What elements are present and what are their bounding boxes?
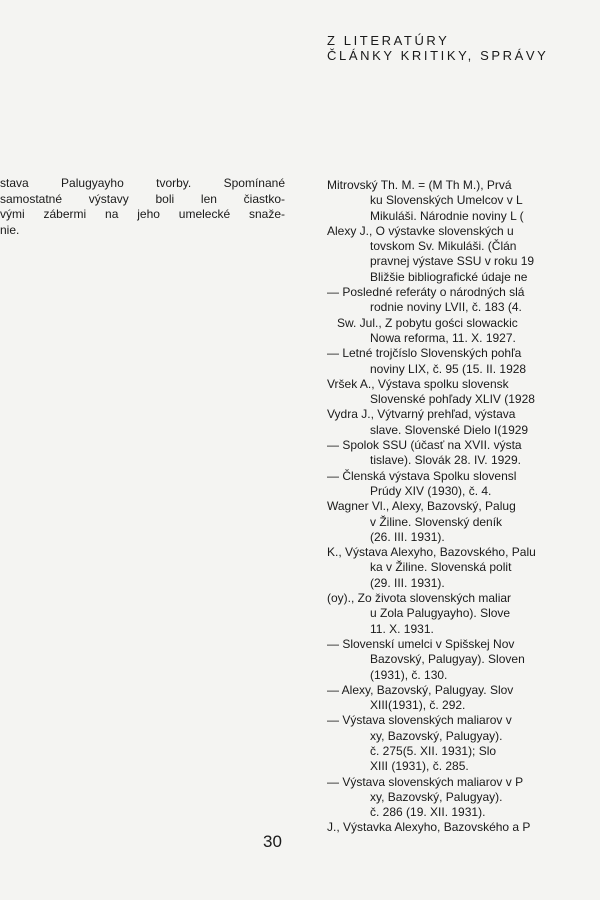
paragraph-line: nie.: [0, 222, 20, 237]
paragraph-line: stava Palugyayho tvorby. Spomínané: [0, 176, 285, 190]
page-number: 30: [263, 832, 282, 851]
bibliography-continuation-line: XIII (1931), č. 285.: [370, 759, 469, 774]
bibliography-entry-line: Mitrovský Th. M. = (M Th M.), Prvá: [327, 178, 512, 192]
bibliography-entry-line: Sw. Jul., Z pobytu gości slowackic: [337, 315, 518, 330]
bibliography-continuation-line: (29. III. 1931).: [370, 575, 445, 590]
bibliography-entry-line: — Výstava slovenských maliarov v: [327, 713, 512, 728]
bibliography-entry-line: — Slovenskí umelci v Spišskej Nov: [327, 636, 515, 651]
header-line-1: Z LITERATÚRY: [327, 33, 450, 48]
bibliography-continuation-line: xy, Bazovský, Palugyay).: [370, 728, 503, 743]
bibliography-continuation-line: ku Slovenských Umelcov v L: [370, 193, 523, 208]
bibliography-continuation-line: č. 286 (19. XII. 1931).: [370, 805, 486, 820]
bibliography-continuation-line: rodnie noviny LVII, č. 183 (4.: [370, 300, 522, 315]
bibliography-entry-line: — Posledné referáty o národných slá: [327, 285, 525, 300]
bibliography-list: [327, 178, 600, 836]
bibliography-entry-line: Alexy J., O výstavke slovenských u: [327, 223, 514, 238]
bibliography-entry-line: — Členská výstava Spolku slovensl: [327, 468, 517, 483]
section-header: [327, 33, 548, 63]
bibliography-entry-line: — Letné trojčíslo Slovenských pohľa: [327, 346, 522, 361]
bibliography-continuation-line: slave. Slovenské Dielo I(1929: [370, 422, 529, 437]
bibliography-entry-line: K., Výstava Alexyho, Bazovského, Palu: [327, 545, 536, 560]
bibliography-continuation-line: ka v Žiline. Slovenská polit: [370, 560, 512, 575]
bibliography-continuation-line: Slovenské pohľady XLIV (1928: [370, 392, 535, 407]
left-column-text: [0, 176, 285, 238]
header-line-2: ČLÁNKY KRITIKY, SPRÁVY: [327, 48, 549, 63]
bibliography-entry-line: Wagner Vl., Alexy, Bazovský, Palug: [327, 499, 516, 514]
bibliography-continuation-line: tovskom Sv. Mikuláši. (Člán: [370, 239, 517, 254]
bibliography-continuation-line: Bližšie bibliografické údaje ne: [370, 269, 528, 284]
paragraph-line: samostatné výstavy boli len čiastko-: [0, 191, 285, 206]
bibliography-entry-line: Vršek A., Výstava spolku slovensk: [327, 376, 509, 391]
bibliography-continuation-line: XIII(1931), č. 292.: [370, 698, 466, 713]
bibliography-entry-line: — Alexy, Bazovský, Palugyay. Slov: [327, 682, 514, 697]
bibliography-entry-line: (oy)., Zo života slovenských maliar: [327, 591, 512, 606]
bibliography-continuation-line: č. 275(5. XII. 1931); Slo: [370, 743, 497, 758]
bibliography-continuation-line: 11. X. 1931.: [370, 621, 434, 636]
bibliography-continuation-line: tislave). Slovák 28. IV. 1929.: [370, 453, 521, 468]
bibliography-continuation-line: Mikuláši. Národnie noviny L (: [370, 208, 524, 223]
bibliography-continuation-line: pravnej výstave SSU v roku 19: [370, 254, 535, 269]
bibliography-continuation-line: (1931), č. 130.: [370, 667, 448, 682]
bibliography-entry-line: — Výstava slovenských maliarov v P: [327, 774, 524, 789]
paragraph-line: vými zábermi na jeho umelecké snaže-: [0, 207, 285, 221]
bibliography-continuation-line: u Zola Palugyayho). Slove: [370, 606, 511, 621]
bibliography-continuation-line: Bazovský, Palugyay). Sloven: [370, 652, 525, 667]
bibliography-continuation-line: v Žiline. Slovenský deník: [370, 514, 503, 529]
bibliography-continuation-line: Prúdy XIV (1930), č. 4.: [370, 483, 492, 498]
bibliography-continuation-line: Nowa reforma, 11. X. 1927.: [370, 330, 516, 345]
bibliography-continuation-line: (26. III. 1931).: [370, 529, 445, 544]
bibliography-continuation-line: noviny LIX, č. 95 (15. II. 1928: [370, 361, 527, 376]
bibliography-entry-line: — Spolok SSU (účasť na XVII. výsta: [327, 438, 522, 453]
bibliography-continuation-line: xy, Bazovský, Palugyay).: [370, 789, 503, 804]
bibliography-entry-line: Vydra J., Výtvarný prehľad, výstava: [327, 407, 516, 422]
bibliography-entry-line: J., Výstavka Alexyho, Bazovského a P: [327, 820, 531, 835]
